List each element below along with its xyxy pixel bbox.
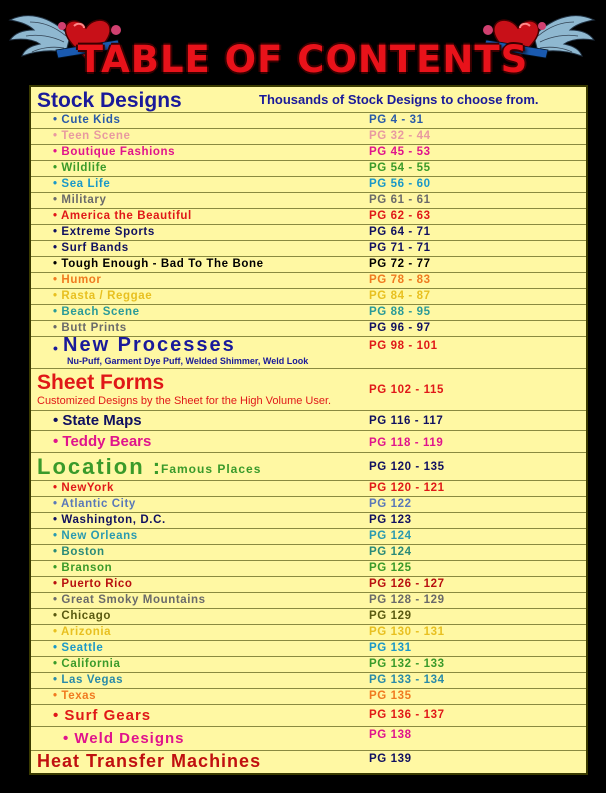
list-item (31, 609, 586, 625)
weld-designs-row (31, 727, 586, 751)
item-page: PG 128 - 129 (369, 594, 445, 606)
sheet-forms-row (31, 369, 586, 411)
item-name: • Atlantic City (53, 498, 136, 510)
item-page: PG 72 - 77 (369, 258, 431, 270)
page-title: TABLE OF CONTENTS (77, 38, 529, 81)
list-item (31, 673, 586, 689)
list-item (31, 161, 586, 177)
item-page: PG 125 (369, 562, 412, 574)
item-name: • Puerto Rico (53, 578, 133, 590)
surf-gears-label: • Surf Gears (53, 707, 152, 724)
state-maps-page: PG 116 - 117 (369, 415, 444, 427)
item-name: • Rasta / Reggae (53, 290, 153, 302)
item-name: • Extreme Sports (53, 226, 155, 238)
item-name: • Surf Bands (53, 242, 129, 254)
list-item (31, 593, 586, 609)
item-page: PG 84 - 87 (369, 290, 431, 302)
item-name: • Boutique Fashions (53, 146, 176, 158)
item-page: PG 45 - 53 (369, 146, 431, 158)
item-page: PG 123 (369, 514, 412, 526)
teddy-bears-page: PG 118 - 119 (369, 437, 444, 449)
item-page: PG 130 - 131 (369, 626, 445, 638)
item-name: • Cute Kids (53, 114, 121, 126)
item-name: • Washington, D.C. (53, 514, 166, 526)
item-page: PG 78 - 83 (369, 274, 431, 286)
item-page: PG 56 - 60 (369, 178, 431, 190)
item-page: PG 96 - 97 (369, 322, 431, 334)
sheet-forms-heading: Sheet Forms (37, 371, 165, 394)
list-item (31, 177, 586, 193)
list-item (31, 305, 586, 321)
heat-transfer-page: PG 139 (369, 753, 412, 765)
location-heading: Location : (37, 454, 163, 479)
item-name: • Texas (53, 690, 97, 702)
state-maps-row (31, 411, 586, 431)
item-page: PG 126 - 127 (369, 578, 445, 590)
item-name: • Military (53, 194, 107, 206)
list-item (31, 273, 586, 289)
surf-gears-page: PG 136 - 137 (369, 709, 445, 721)
heat-transfer-label: Heat Transfer Machines (37, 751, 262, 771)
stock-designs-tagline: Thousands of Stock Designs to choose from. (259, 92, 539, 107)
item-page: PG 62 - 63 (369, 210, 431, 222)
location-subheading: Famous Places (161, 462, 262, 476)
list-item (31, 561, 586, 577)
item-page: PG 135 (369, 690, 412, 702)
location-row (31, 453, 586, 481)
weld-designs-label: • Weld Designs (63, 730, 185, 747)
list-item (31, 577, 586, 593)
item-page: PG 132 - 133 (369, 658, 445, 670)
new-processes-title: New Processes (63, 334, 236, 356)
item-page: PG 71 - 71 (369, 242, 431, 254)
list-item (31, 529, 586, 545)
list-item (31, 625, 586, 641)
list-item (31, 545, 586, 561)
location-page: PG 120 - 135 (369, 461, 445, 473)
item-page: PG 133 - 134 (369, 674, 445, 686)
item-page: PG 124 (369, 530, 412, 542)
list-item (31, 497, 586, 513)
item-name: • Tough Enough - Bad To The Bone (53, 258, 264, 270)
stock-designs-section (31, 87, 586, 113)
item-page: PG 120 - 121 (369, 482, 445, 494)
item-name: • Teen Scene (53, 130, 131, 142)
item-name: • Great Smoky Mountains (53, 594, 206, 606)
item-page: PG 32 - 44 (369, 130, 431, 142)
item-name: • Arizonia (53, 626, 112, 638)
stock-designs-heading: Stock Designs (37, 89, 182, 112)
item-name: • Beach Scene (53, 306, 140, 318)
list-item (31, 241, 586, 257)
list-item (31, 641, 586, 657)
item-page: PG 88 - 95 (369, 306, 431, 318)
new-processes-subtitle: Nu-Puff, Garment Dye Puff, Welded Shimmer, Weld Look (67, 356, 309, 366)
list-item (31, 689, 586, 705)
item-name: • New Orleans (53, 530, 138, 542)
list-item (31, 129, 586, 145)
item-name: • Butt Prints (53, 322, 127, 334)
item-name: • Boston (53, 546, 105, 558)
sheet-forms-page: PG 102 - 115 (369, 384, 444, 396)
list-item (31, 225, 586, 241)
list-item (31, 513, 586, 529)
new-processes-bullet: • (53, 340, 58, 356)
header (0, 0, 606, 86)
new-processes-page: PG 98 - 101 (369, 340, 438, 352)
teddy-bears-row (31, 431, 586, 453)
item-page: PG 124 (369, 546, 412, 558)
item-name: • Wildlife (53, 162, 108, 174)
list-item (31, 145, 586, 161)
contents-panel (29, 85, 588, 775)
teddy-bears-label: • Teddy Bears (53, 433, 152, 450)
item-name: • California (53, 658, 121, 670)
item-page: PG 4 - 31 (369, 114, 424, 126)
item-name: • Las Vegas (53, 674, 124, 686)
item-name: • Sea Life (53, 178, 111, 190)
sheet-forms-subtitle: Customized Designs by the Sheet for the High Volume User. (37, 395, 332, 407)
weld-designs-page: PG 138 (369, 729, 412, 741)
state-maps-label: • State Maps (53, 412, 142, 429)
new-processes-row (31, 334, 586, 369)
surf-gears-row (31, 705, 586, 727)
item-name: • Chicago (53, 610, 111, 622)
item-page: PG 131 (369, 642, 412, 654)
heat-transfer-row (31, 751, 586, 773)
item-name: • NewYork (53, 482, 114, 494)
list-item (31, 481, 586, 497)
item-page: PG 64 - 71 (369, 226, 431, 238)
item-page: PG 54 - 55 (369, 162, 431, 174)
item-name: • America the Beautiful (53, 210, 192, 222)
list-item (31, 193, 586, 209)
item-name: • Humor (53, 274, 102, 286)
item-name: • Branson (53, 562, 113, 574)
list-item (31, 113, 586, 129)
list-item (31, 657, 586, 673)
item-name: • Seattle (53, 642, 104, 654)
list-item (31, 289, 586, 305)
item-page: PG 61 - 61 (369, 194, 431, 206)
list-item (31, 209, 586, 225)
list-item (31, 257, 586, 273)
item-page: PG 122 (369, 498, 412, 510)
item-page: PG 129 (369, 610, 412, 622)
